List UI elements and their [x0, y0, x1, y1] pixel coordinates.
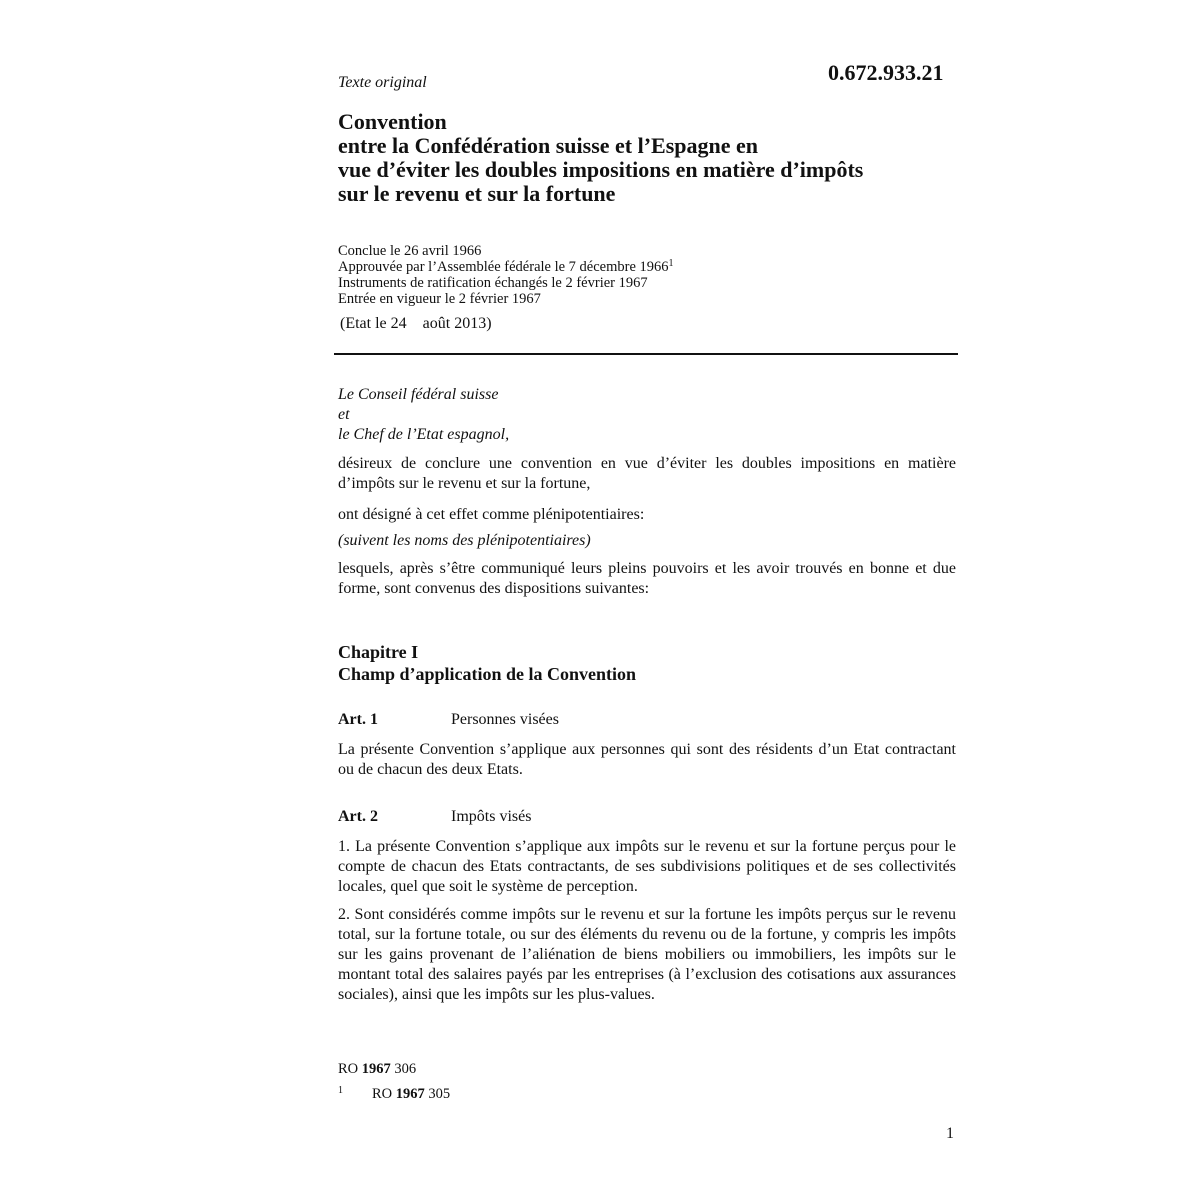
page-number: 1 — [946, 1125, 954, 1142]
approved-text: Approuvée par l’Assemblée fédérale le 7 décembre 1966 — [338, 259, 669, 275]
preamble-paragraph: lesquels, après s’être communiqué leurs pleins pouvoirs et les avoir trouvés en bonne et due forme, sont convenus des dispositions suivantes: — [338, 560, 956, 597]
preamble-paragraph: ont désigné à cet effet comme plénipotentiaires: — [338, 506, 645, 523]
title-line: entre la Confédération suisse et l’Espagne en — [338, 133, 759, 158]
in-force-date: Entrée en vigueur le 2 février 1967 — [338, 291, 541, 307]
concluded-date: Conclue le 26 avril 1966 — [338, 243, 482, 259]
title-line: sur le revenu et sur la fortune — [338, 181, 616, 206]
article-heading — [338, 808, 531, 826]
ro-year: 1967 — [361, 1061, 391, 1077]
footnotes — [338, 1059, 450, 1105]
article-title: Personnes visées — [451, 711, 559, 728]
preamble-paragraph: (suivent les noms des plénipotentiaires) — [338, 532, 591, 549]
original-text-label: Texte original — [338, 74, 427, 91]
article-paragraph: La présente Convention s’applique aux personnes qui sont des résidents d’un Etat contractant ou de chacun des deux Etats. — [338, 741, 956, 778]
preamble-paragraph: désireux de conclure une convention en vue d’éviter les doubles impositions en matière d’impôts sur le revenu et sur la fortune, — [338, 455, 956, 492]
contracting-parties — [338, 385, 509, 445]
party-swiss: Le Conseil fédéral suisse — [338, 386, 499, 403]
article-number: Art. 1 — [338, 711, 378, 728]
article-paragraph: 1. La présente Convention s’applique aux impôts sur le revenu et sur la fortune perçus pour le compte de chacun des Etats contractants, de ses subdivisions politiques et de ses collectivités locales, quel que soit le système de perception. — [338, 838, 956, 895]
footnote-mark: 1 — [338, 1085, 343, 1096]
document-metadata — [338, 243, 958, 307]
fn-prefix: RO — [372, 1086, 393, 1102]
footnote-ref[interactable]: 1 — [668, 258, 674, 269]
party-conjunction: et — [338, 406, 350, 423]
ratification-date: Instruments de ratification échangés le 2 février 1967 — [338, 275, 648, 291]
approved-date — [338, 259, 958, 275]
fn-page: 305 — [428, 1086, 451, 1102]
document-number: 0.672.933.21 — [828, 60, 944, 85]
chapter-title: Champ d’application de la Convention — [338, 664, 637, 684]
header-divider — [334, 353, 958, 355]
article-number: Art. 2 — [338, 808, 378, 825]
party-spain: le Chef de l’Etat espagnol, — [338, 426, 510, 443]
title-line: vue d’éviter les doubles impositions en matière d’impôts — [338, 157, 864, 182]
document-title — [338, 110, 958, 206]
ro-page: 306 — [394, 1061, 417, 1077]
article-title: Impôts visés — [451, 808, 532, 825]
fn-year: 1967 — [395, 1086, 425, 1102]
article-paragraph: 2. Sont considérés comme impôts sur le revenu et sur la fortune les impôts perçus sur le revenu total, sur la fortune totale, ou sur des éléments du revenu ou de la fortune, y compris les impôts sur les gains provenant de l’aliénation de biens mobiliers ou immobiliers, les impôts sur le montant total des salaires payés par les entreprises (à l’exclusion des cotisations aux assurances sociales), ainsi que les impôts sur les plus-values. — [338, 906, 956, 1003]
footnote-1 — [338, 1080, 450, 1105]
ro-reference — [338, 1059, 450, 1080]
article-heading — [338, 711, 559, 729]
title-line: Convention — [338, 109, 447, 134]
chapter-number: Chapitre I — [338, 642, 419, 662]
status-date: (Etat le 24 août 2013) — [340, 315, 492, 332]
chapter-heading — [338, 641, 636, 685]
ro-prefix: RO — [338, 1061, 359, 1077]
